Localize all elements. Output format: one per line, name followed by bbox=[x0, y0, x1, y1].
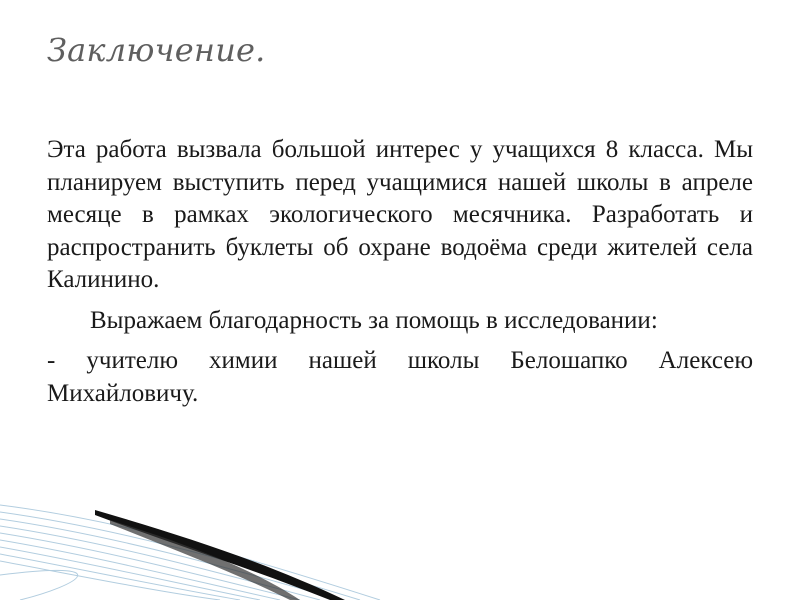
body-paragraph-3: - учителю химии нашей школы Белошапко Алексею Михайловичу. bbox=[47, 347, 753, 407]
body-paragraph-1: Эта работа вызвала большой интерес у учащихся 8 класса. Мы планируем выступить перед учащимися нашей школы в апреле месяце в рамках экологического месячника. Разработать и распространить буклеты об охране водоёма среди жителей села Калинино. bbox=[47, 136, 753, 293]
slide-title: Заключение. bbox=[47, 31, 266, 69]
body-paragraph-2: Выражаем благодарность за помощь в исследовании: bbox=[90, 306, 658, 334]
